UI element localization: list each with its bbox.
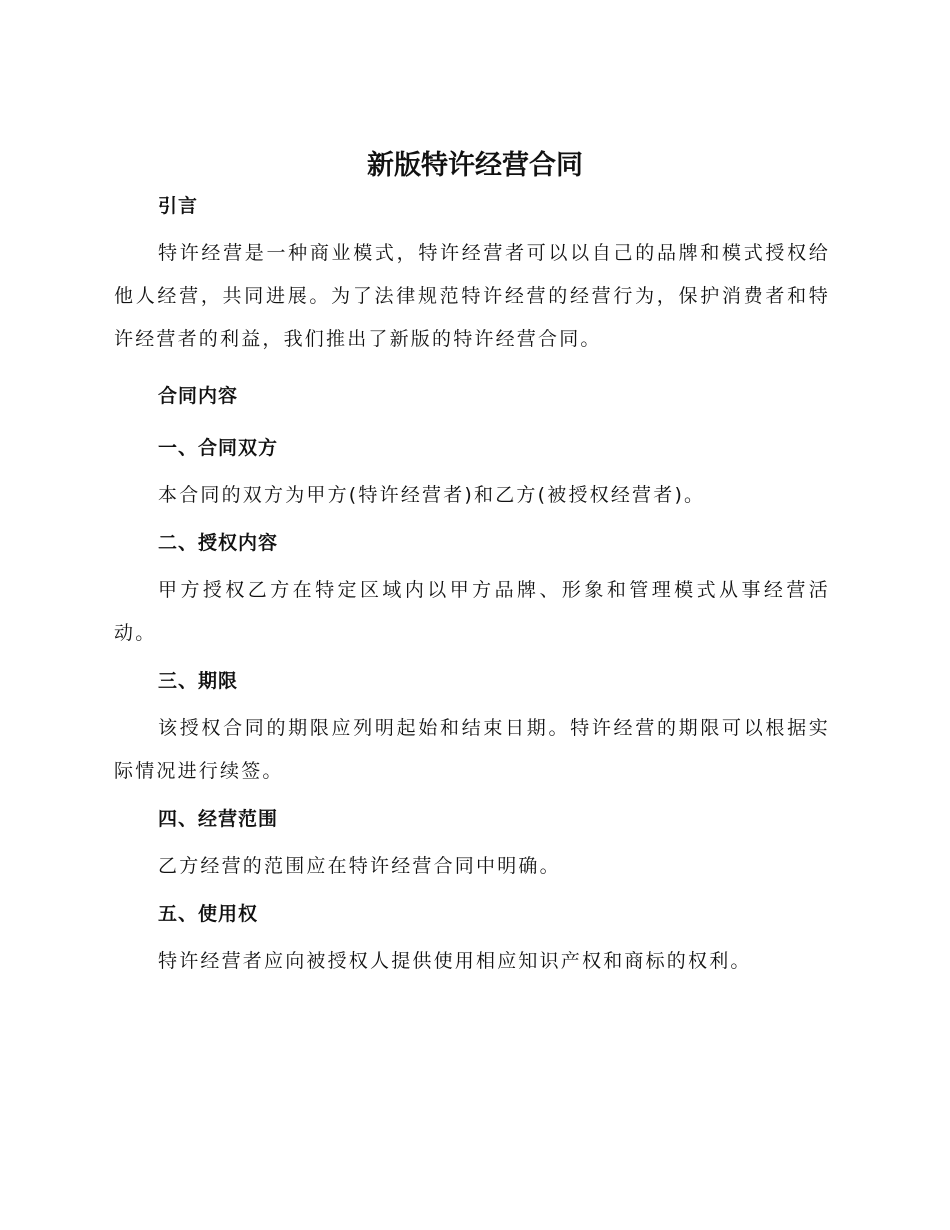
section-heading-contract-content: 合同内容 bbox=[158, 385, 239, 407]
section-heading-usage-rights: 五、使用权 bbox=[158, 903, 259, 925]
section-heading-intro: 引言 bbox=[158, 195, 199, 217]
section-heading-term: 三、期限 bbox=[158, 670, 239, 692]
paragraph-intro: 特许经营是一种商业模式，特许经营者可以以自己的品牌和模式授权给他人经营，共同进展。为了法律规范特许经营的经营行为，保护消费者和特许经营者的利益，我们推出了新版的特许经营合同。 bbox=[114, 242, 830, 350]
paragraph-scope: 乙方经营的范围应在特许经营合同中明确。 bbox=[158, 855, 561, 877]
paragraph-parties: 本合同的双方为甲方(特许经营者)和乙方(被授权经营者)。 bbox=[158, 484, 706, 506]
document-title: 新版特许经营合同 bbox=[367, 150, 583, 181]
paragraph-authorization: 甲方授权乙方在特定区域内以甲方品牌、形象和管理模式从事经营活动。 bbox=[114, 579, 830, 644]
document-body bbox=[114, 189, 830, 983]
paragraph-term: 该授权合同的期限应列明起始和结束日期。特许经营的期限可以根据实际情况进行续签。 bbox=[114, 717, 830, 782]
section-heading-parties: 一、合同双方 bbox=[158, 437, 279, 459]
section-heading-scope: 四、经营范围 bbox=[158, 808, 279, 830]
section-heading-authorization: 二、授权内容 bbox=[158, 532, 279, 554]
paragraph-usage-rights: 特许经营者应向被授权人提供使用相应知识产权和商标的权利。 bbox=[158, 950, 752, 972]
